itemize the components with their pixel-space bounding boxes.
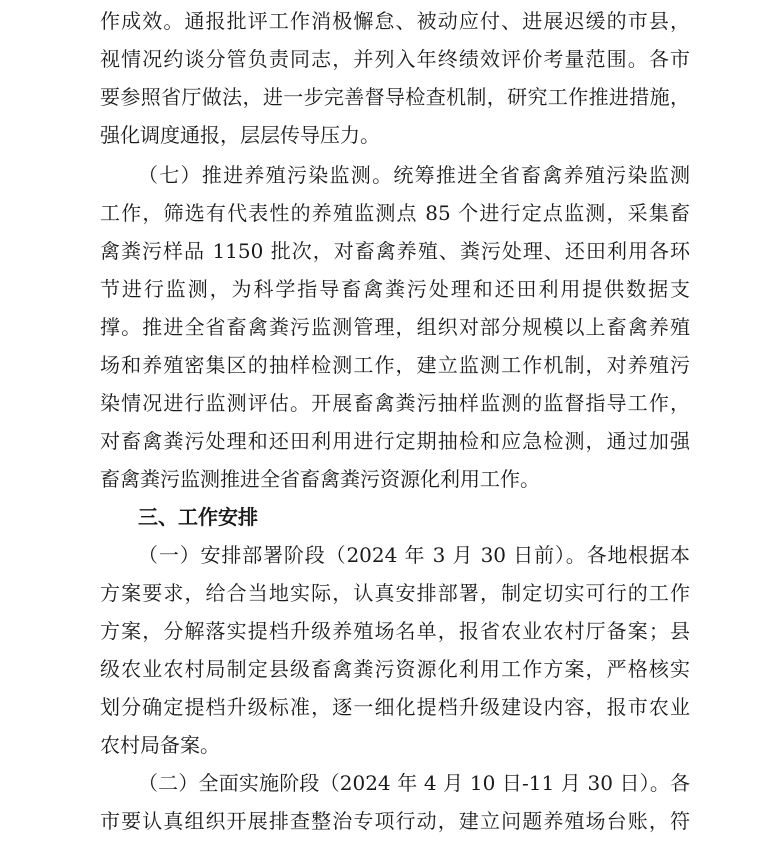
section-heading: 三、工作安排: [138, 505, 258, 529]
paragraph-line: （一）安排部署阶段（2024 年 3 月 30 日前）。各地根据本: [138, 543, 690, 567]
paragraph-line: 禽粪污样品 1150 批次，对畜禽养殖、粪污处理、还田利用各环: [100, 239, 690, 263]
paragraph-line: 对畜禽粪污处理和还田利用进行定期抽检和应急检测，通过加强: [100, 429, 690, 453]
paragraph-line: 场和养殖密集区的抽样检测工作，建立监测工作机制，对养殖污: [100, 353, 690, 377]
paragraph-line: 染情况进行监测评估。开展畜禽粪污抽样监测的监督指导工作，: [100, 391, 690, 415]
paragraph-line: （七）推进养殖污染监测。统筹推进全省畜禽养殖污染监测: [138, 163, 690, 187]
paragraph-line: 划分确定提档升级标准，逐一细化提档升级建设内容，报市农业: [100, 695, 690, 719]
paragraph-line: 畜禽粪污监测推进全省畜禽粪污资源化利用工作。: [100, 467, 540, 491]
paragraph-line: 强化调度通报，层层传导压力。: [100, 123, 380, 147]
paragraph-line: 市要认真组织开展排查整治专项行动，建立问题养殖场台账，符: [100, 809, 690, 833]
paragraph-line: 方案要求，给合当地实际，认真安排部署，制定切实可行的工作: [100, 581, 690, 605]
paragraph-line: 要参照省厅做法，进一步完善督导检查机制，研究工作推进措施，: [100, 85, 690, 109]
paragraph-line: 方案，分解落实提档升级养殖场名单，报省农业农村厅备案；县: [100, 619, 690, 643]
paragraph-line: 农村局备案。: [100, 733, 220, 757]
paragraph-line: （二）全面实施阶段（2024 年 4 月 10 日-11 月 30 日）。各: [138, 771, 690, 795]
paragraph-line: 工作，筛选有代表性的养殖监测点 85 个进行定点监测，采集畜: [100, 201, 690, 225]
paragraph-line: 节进行监测，为科学指导畜禽粪污处理和还田利用提供数据支: [100, 277, 690, 301]
paragraph-line: 级农业农村局制定县级畜禽粪污资源化利用工作方案，严格核实: [100, 657, 690, 681]
paragraph-line: 视情况约谈分管负责同志，并列入年终绩效评价考量范围。各市: [100, 47, 690, 71]
paragraph-line: 撑。推进全省畜禽粪污监测管理，组织对部分规模以上畜禽养殖: [100, 315, 690, 339]
paragraph-line: 作成效。通报批评工作消极懈怠、被动应付、进展迟缓的市县，: [100, 9, 690, 33]
